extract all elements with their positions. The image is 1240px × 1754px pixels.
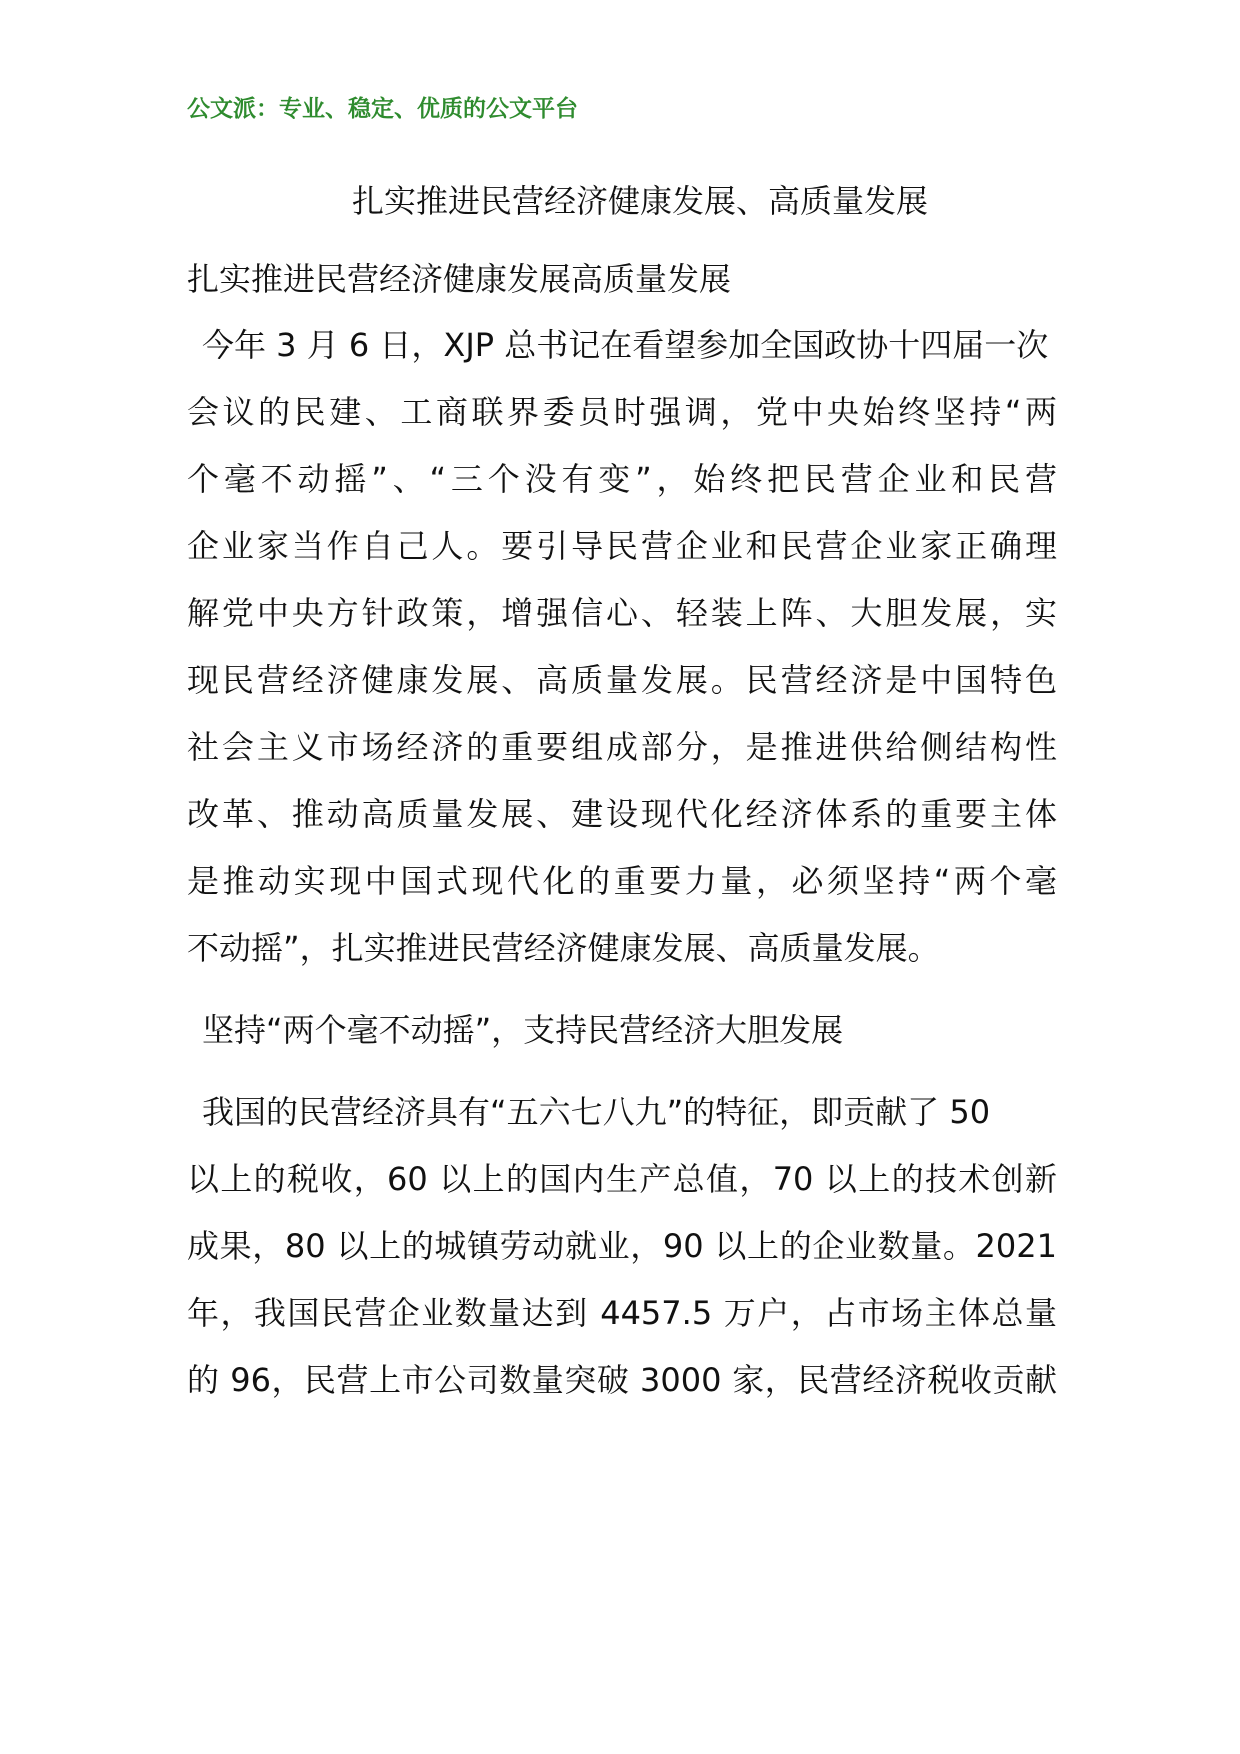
platform-header: 公文派：专业、稳定、优质的公文平台: [187, 96, 578, 122]
paragraph-line: 改革、推动高质量发展、建设现代化经济体系的重要主体: [187, 795, 1057, 833]
paragraph-line: 年，我国民营企业数量达到 4457.5 万户，占市场主体总量: [187, 1294, 1057, 1332]
paragraph-line: 会议的民建、工商联界委员时强调，党中央始终坚持“两: [187, 393, 1057, 431]
paragraph-line: 的 96，民营上市公司数量突破 3000 家，民营经济税收贡献: [187, 1361, 1057, 1399]
paragraph-line: 企业家当作自己人。要引导民营企业和民营企业家正确理: [187, 527, 1057, 565]
paragraph-line: 成果，80 以上的城镇劳动就业，90 以上的企业数量。2021: [187, 1227, 1057, 1265]
paragraph-line: 社会主义市场经济的重要组成部分，是推进供给侧结构性: [187, 728, 1057, 766]
paragraph-line: 今年 3 月 6 日，XJP 总书记在看望参加全国政协十四届一次: [202, 326, 1049, 364]
section-heading: 坚持“两个毫不动摇”，支持民营经济大胆发展: [202, 1011, 844, 1049]
paragraph-line: 个毫不动摇”、“三个没有变”，始终把民营企业和民营: [187, 460, 1057, 498]
document-subtitle: 扎实推进民营经济健康发展高质量发展: [187, 260, 732, 298]
document-title: 扎实推进民营经济健康发展、高质量发展: [352, 182, 929, 220]
paragraph-line: 以上的税收，60 以上的国内生产总值，70 以上的技术创新: [187, 1160, 1057, 1198]
paragraph-line: 是推动实现中国式现代化的重要力量，必须坚持“两个毫: [187, 862, 1057, 900]
paragraph-line: 不动摇”，扎实推进民营经济健康发展、高质量发展。: [187, 929, 940, 967]
paragraph-line: 我国的民营经济具有“五六七八九”的特征，即贡献了 50: [202, 1093, 991, 1131]
paragraph-line: 现民营经济健康发展、高质量发展。民营经济是中国特色: [187, 661, 1057, 699]
paragraph-line: 解党中央方针政策，增强信心、轻装上阵、大胆发展，实: [187, 594, 1057, 632]
